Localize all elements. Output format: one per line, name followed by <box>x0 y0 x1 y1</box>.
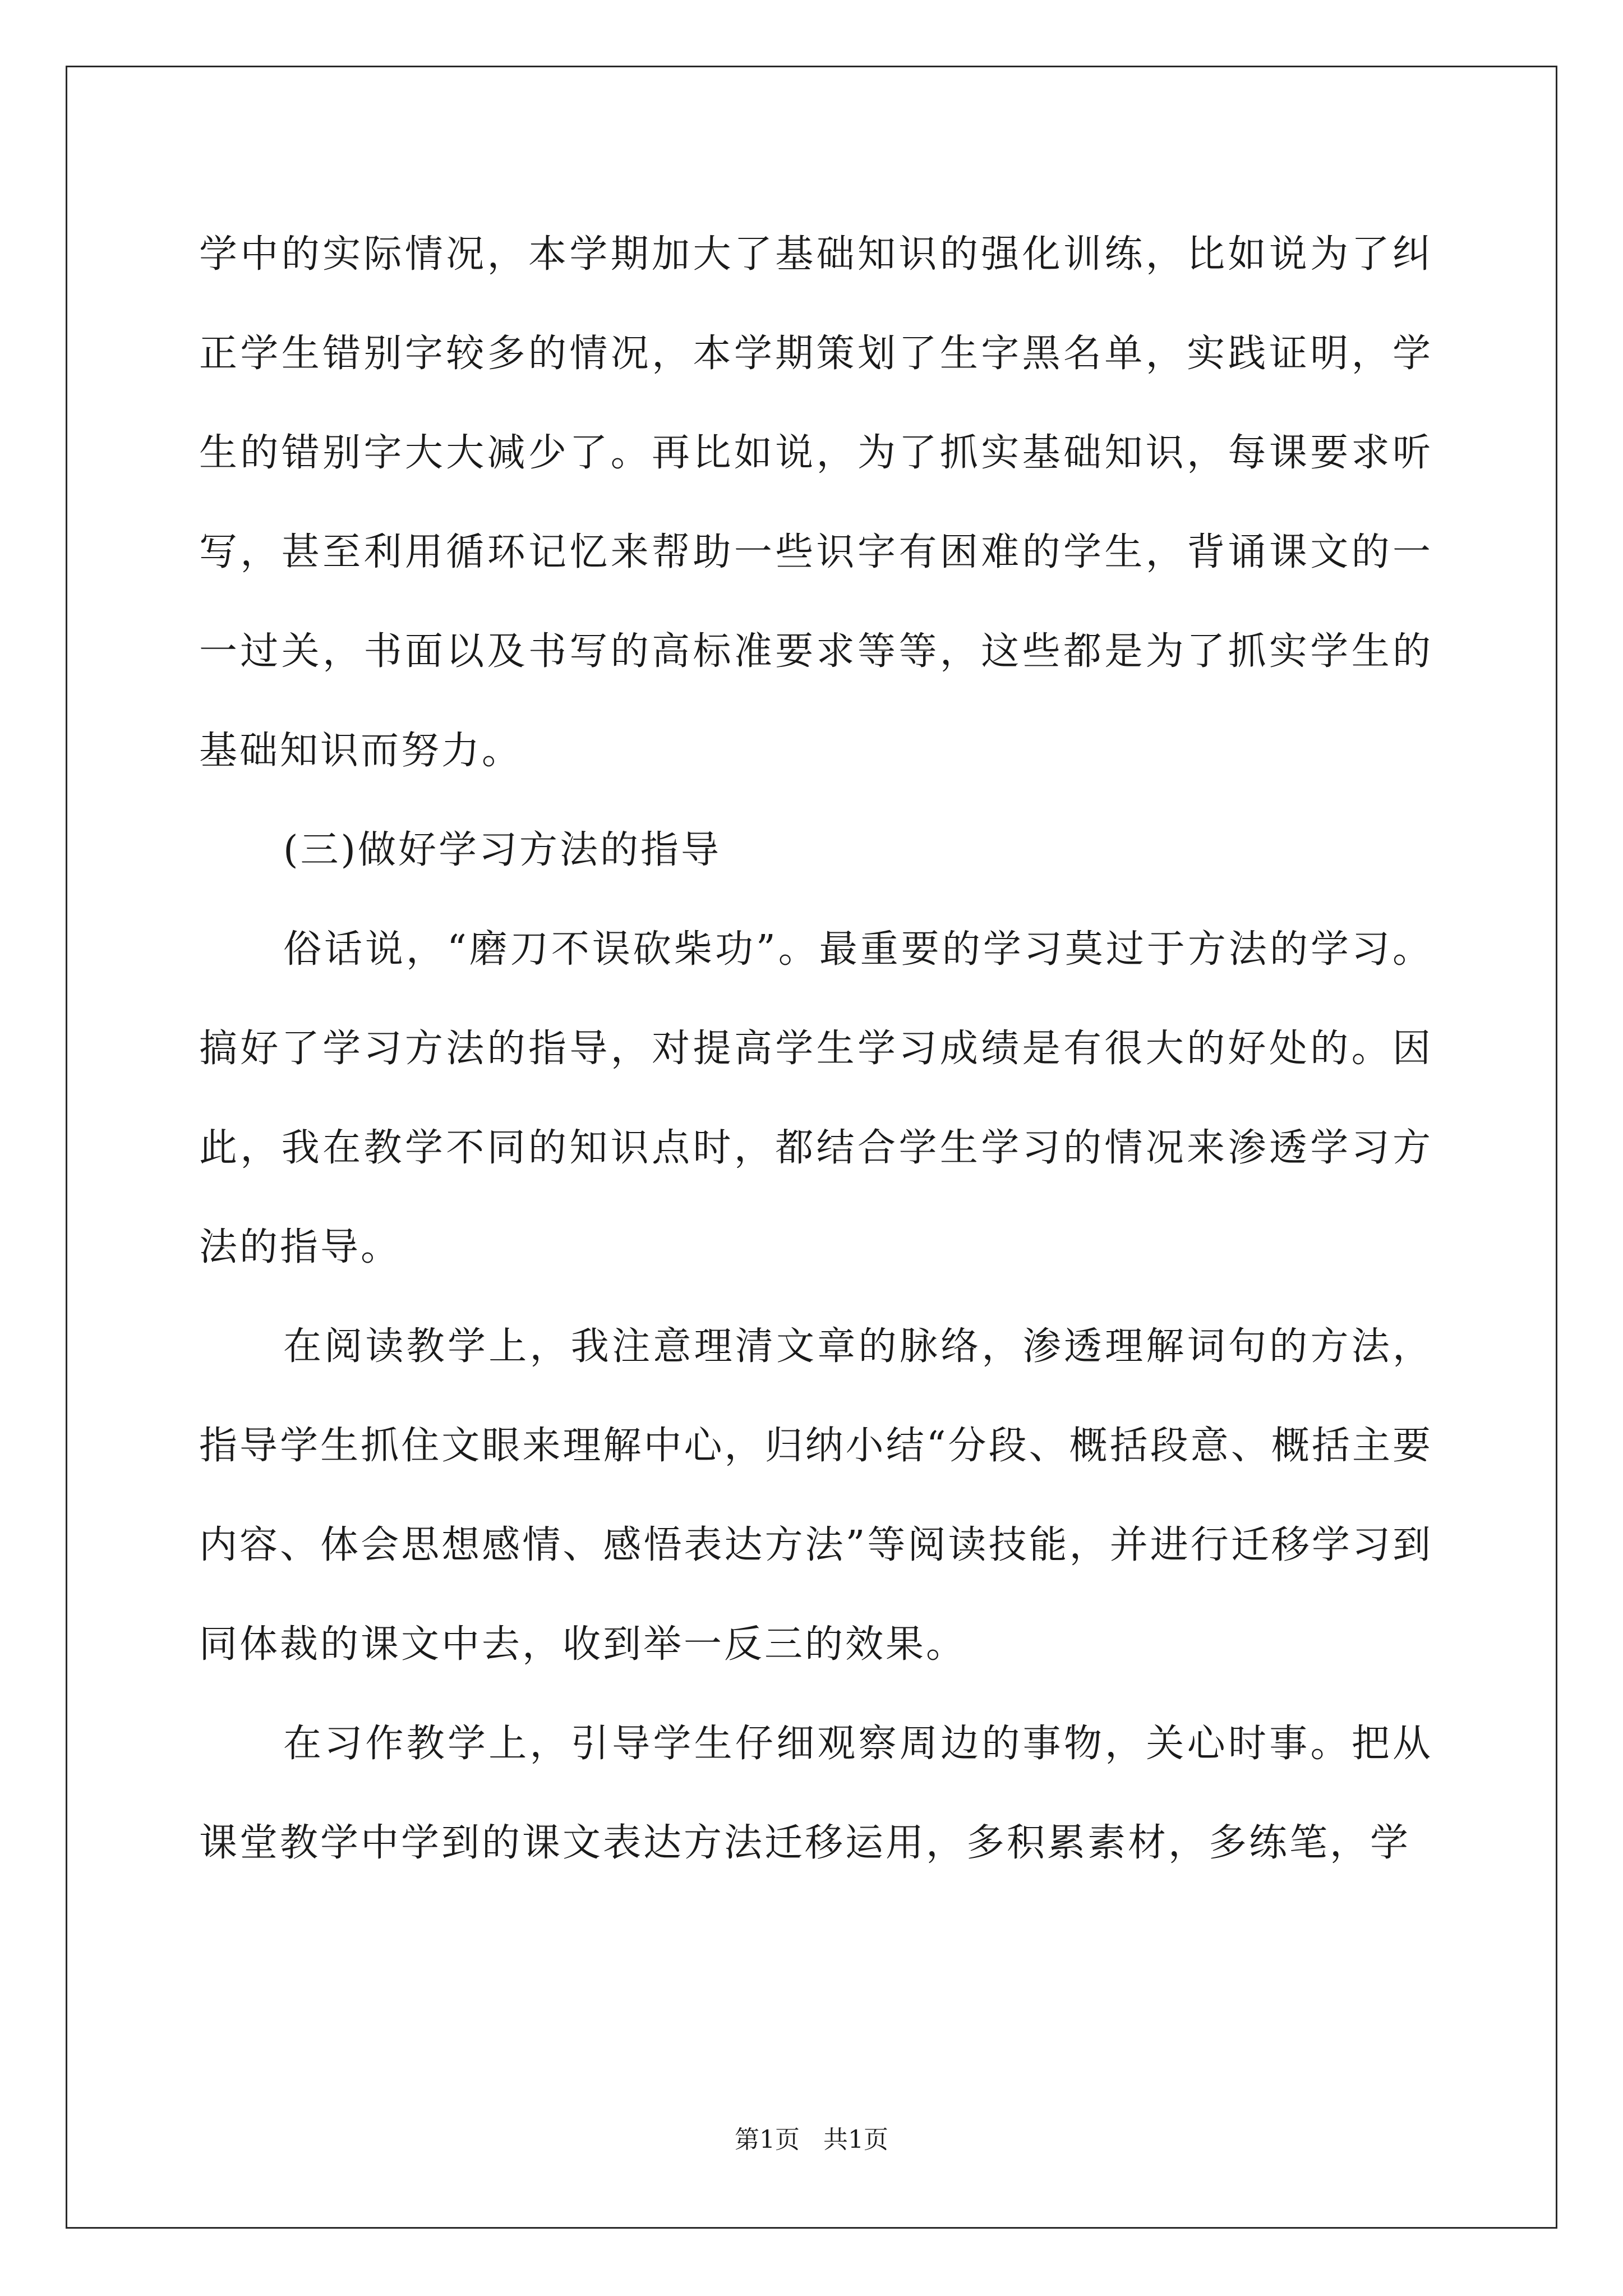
section-heading-method-guidance: (三)做好学习方法的指导 <box>283 828 722 872</box>
total-pages: 共1页 <box>823 2125 888 2154</box>
page-footer <box>0 2124 1623 2156</box>
document-body <box>199 205 1433 1893</box>
paragraph-reading-teaching: 在阅读教学上，我注意理清文章的脉络，渗透理解词句的方法，指导学生抓住文眼来理解中心，归纳小结“分段、概括段意、概括主要内容、体会思想感情、感悟表达方法”等阅读技能，并进行迁移学习到同体裁的课文中去，收到举一反三的效果。 <box>199 1324 1433 1667</box>
page-number: 第1页 <box>735 2125 800 2154</box>
paragraph-proverb: 俗话说，“磨刀不误砍柴功”。最重要的学习莫过于方法的学习。搞好了学习方法的指导，对提高学生学习成绩是有很大的好处的。因此，我在教学不同的知识点时，都结合学生学习的情况来渗透学习方法的指导。 <box>199 927 1433 1269</box>
paragraph-basic-knowledge: 学中的实际情况，本学期加大了基础知识的强化训练，比如说为了纠正学生错别字较多的情况，本学期策划了生字黑名单，实践证明，学生的错别字大大减少了。再比如说，为了抓实基础知识，每课要求听写，甚至利用循环记忆来帮助一些识字有困难的学生，背诵课文的一一过关，书面以及书写的高标准要求等等，这些都是为了抓实学生的基础知识而努力。 <box>199 232 1433 773</box>
paragraph-writing-teaching: 在习作教学上，引导学生仔细观察周边的事物，关心时事。把从课堂教学中学到的课文表达方法迁移运用，多积累素材，多练笔，学 <box>199 1722 1433 1865</box>
